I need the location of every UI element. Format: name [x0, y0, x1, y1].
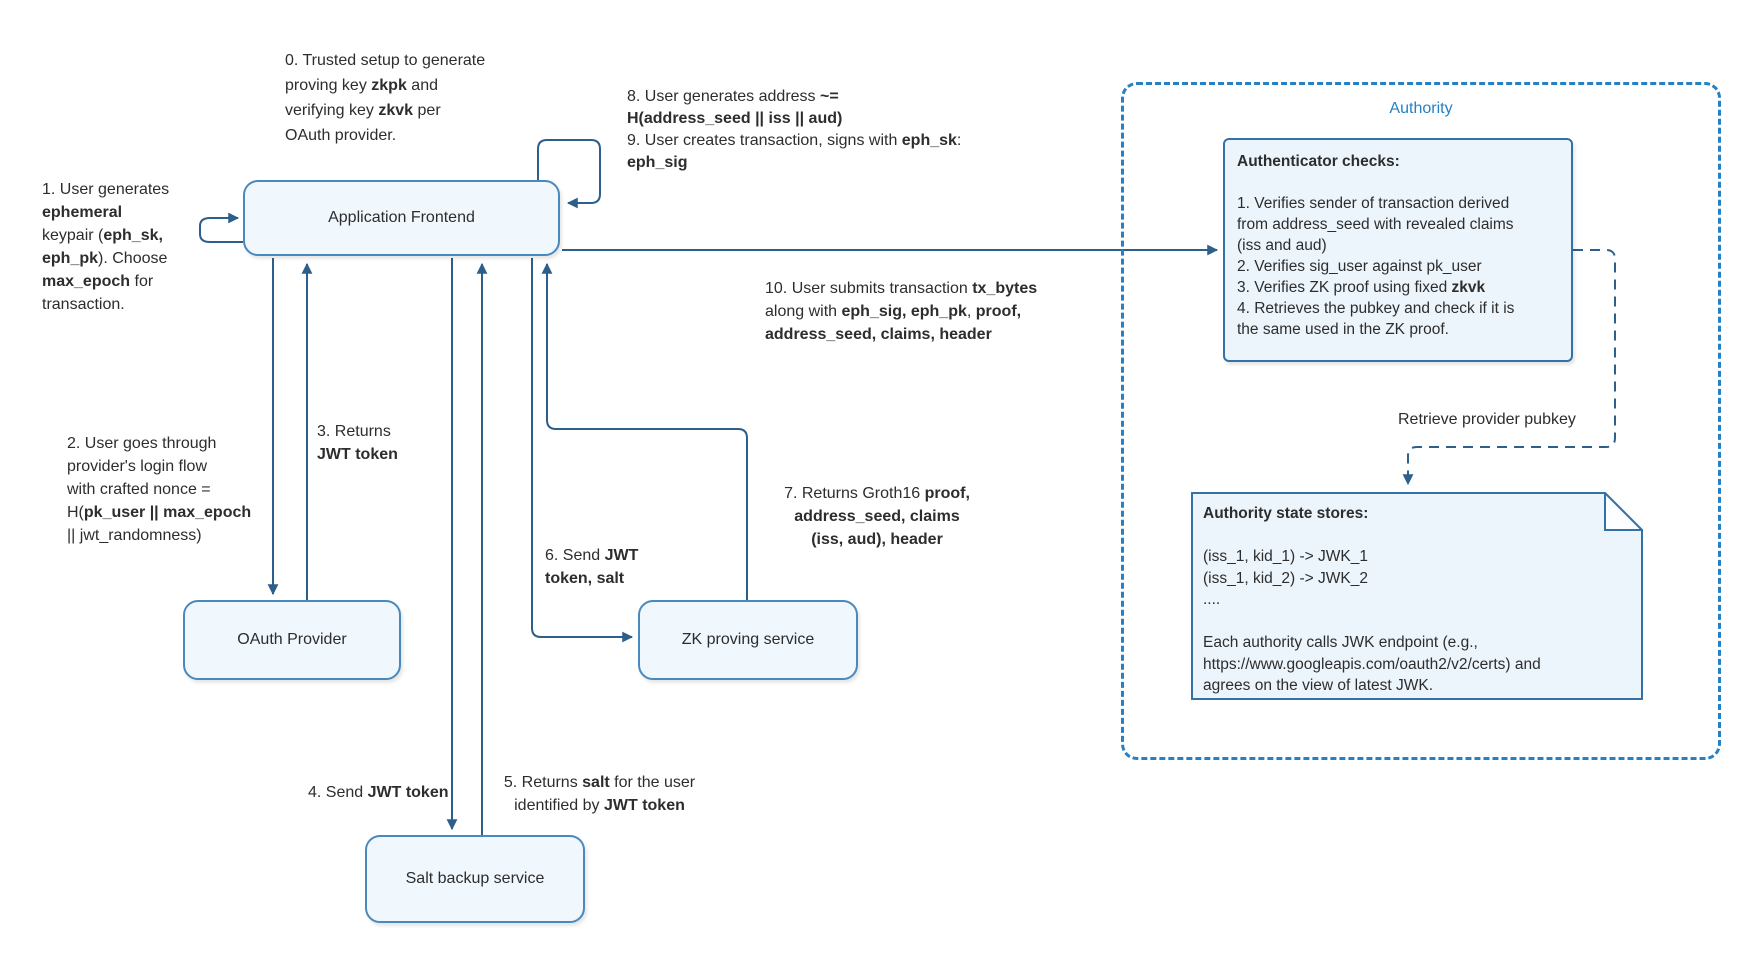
node-application-frontend-label: Application Frontend [328, 209, 475, 226]
label-step-5: 5. Returns salt for the user identified by JWT token [503, 774, 696, 814]
label-step-10: 10. User submits transaction tx_bytes along with eph_sig, eph_pk, proof, address_seed, claims, header [765, 280, 1038, 343]
node-zk-proving-service [638, 600, 858, 680]
node-zk-proving-service-label: ZK proving service [681, 631, 815, 648]
node-salt-backup-service [365, 835, 585, 923]
label-step-7: 7. Returns Groth16 proof, address_seed, claims (iss, aud), header [784, 485, 970, 548]
label-step-6: 6. Send JWT token, salt [545, 547, 639, 587]
authority-title: Authority [1389, 100, 1453, 117]
node-oauth-provider-label: OAuth Provider [237, 631, 347, 648]
label-step-4: 4. Send JWT token [308, 784, 449, 801]
label-retrieve-pubkey: Retrieve provider pubkey [1398, 411, 1576, 428]
node-oauth-provider [183, 600, 401, 680]
node-salt-backup-service-label: Salt backup service [405, 870, 545, 887]
label-step-8-9: 8. User generates address ~= H(address_seed || iss || aud) 9. User creates transaction, signs with eph_sk: eph_sig [627, 88, 962, 171]
label-step-0: 0. Trusted setup to generate proving key zkpk and verifying key zkvk per OAuth provider. [285, 52, 486, 144]
folded-corner [1605, 493, 1642, 530]
authority-state-stores-text: Authority state stores: (iss_1, kid_1) -> JWK_1 (iss_1, kid_2) -> JWK_2 .... Each authority calls JWK endpoint (e.g., https://www.googleapis.com/oauth2/v2/certs) and agrees on the view of latest JWK. [1203, 505, 1541, 694]
edge-ephemeral-self-loop [200, 218, 243, 242]
label-step-1: 1. User generates ephemeral keypair (eph_sk, eph_pk). Choose max_epoch for transaction. [42, 181, 170, 313]
note-authority-state-stores [1191, 492, 1643, 700]
label-step-3: 3. Returns JWT token [317, 423, 398, 463]
node-application-frontend [243, 180, 560, 256]
note-authenticator-checks: Authenticator checks: 1. Verifies sender of transaction derived from address_seed with revealed claims (iss and aud) 2. Verifies sig_user against pk_user 3. Verifies ZK proof using fixed zkvk 4. Retrieves the pubkey and check if it is the same used in the ZK proof. [1223, 138, 1573, 362]
label-step-2: 2. User goes through provider's login flow with crafted nonce = H(pk_user || max_epoch || jwt_randomness) [67, 435, 252, 544]
